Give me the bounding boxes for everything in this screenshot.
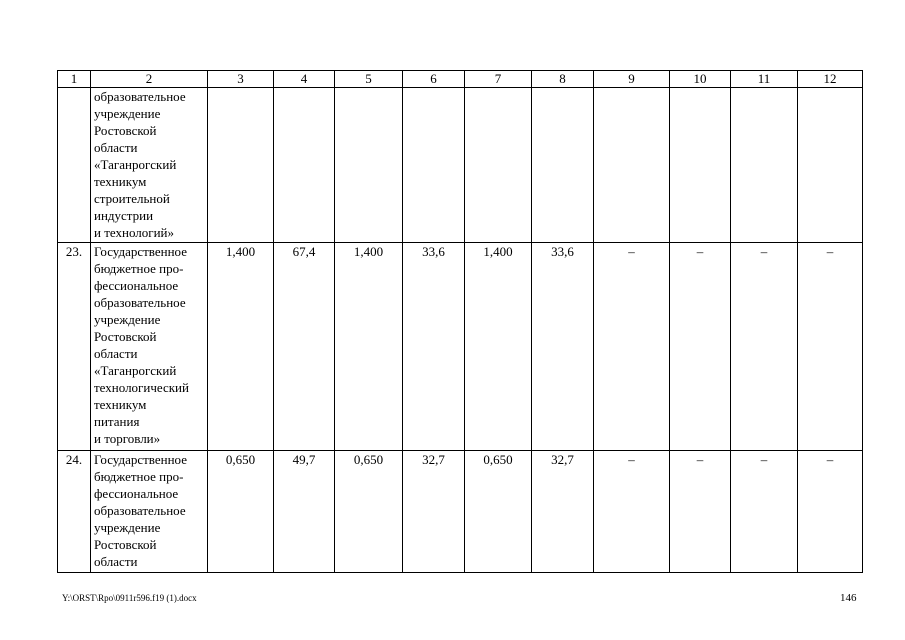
value-cell: –	[594, 243, 670, 451]
column-header: 4	[274, 71, 335, 88]
value-cell	[403, 88, 465, 243]
institution-name: образовательное учреждение Ростовской области «Таганрогский техникум строительной индустрии и технологий»	[91, 88, 208, 243]
value-cell	[594, 88, 670, 243]
column-header: 6	[403, 71, 465, 88]
value-cell: 67,4	[274, 243, 335, 451]
value-cell	[208, 88, 274, 243]
value-cell: 32,7	[403, 451, 465, 573]
page-number: 146	[840, 592, 857, 604]
value-cell: 33,6	[532, 243, 594, 451]
value-cell	[465, 88, 532, 243]
table-row	[58, 451, 863, 573]
value-cell: 49,7	[274, 451, 335, 573]
column-header: 1	[58, 71, 91, 88]
column-header: 10	[670, 71, 731, 88]
value-cell: –	[798, 451, 863, 573]
value-cell: 1,400	[335, 243, 403, 451]
column-header: 9	[594, 71, 670, 88]
table-row	[58, 243, 863, 451]
column-header: 3	[208, 71, 274, 88]
value-cell: –	[731, 243, 798, 451]
value-cell: 1,400	[465, 243, 532, 451]
value-cell: –	[670, 243, 731, 451]
row-number	[58, 88, 91, 243]
value-cell: 0,650	[335, 451, 403, 573]
value-cell	[670, 88, 731, 243]
value-cell: –	[670, 451, 731, 573]
value-cell: –	[731, 451, 798, 573]
value-cell: 33,6	[403, 243, 465, 451]
institution-name: Государственное бюджетное про- фессиональное образовательное учреждение Ростовской области	[91, 451, 208, 573]
table-row	[58, 88, 863, 243]
column-header: 2	[91, 71, 208, 88]
value-cell	[731, 88, 798, 243]
header-row	[58, 71, 863, 88]
value-cell	[335, 88, 403, 243]
value-cell	[532, 88, 594, 243]
row-number: 24.	[58, 451, 91, 573]
column-header: 11	[731, 71, 798, 88]
data-table	[57, 70, 863, 573]
value-cell: 32,7	[532, 451, 594, 573]
row-number: 23.	[58, 243, 91, 451]
value-cell: 1,400	[208, 243, 274, 451]
value-cell: –	[594, 451, 670, 573]
column-header: 8	[532, 71, 594, 88]
value-cell	[274, 88, 335, 243]
column-header: 12	[798, 71, 863, 88]
column-header: 5	[335, 71, 403, 88]
column-header: 7	[465, 71, 532, 88]
institution-name: Государственное бюджетное про- фессиональное образовательное учреждение Ростовской области «Таганрогский технологический техникум питания и торговли»	[91, 243, 208, 451]
value-cell	[798, 88, 863, 243]
value-cell: –	[798, 243, 863, 451]
value-cell: 0,650	[465, 451, 532, 573]
footer-file-path: Y:\ORST\Rpo\0911r596.f19 (1).docx	[62, 593, 197, 603]
value-cell: 0,650	[208, 451, 274, 573]
